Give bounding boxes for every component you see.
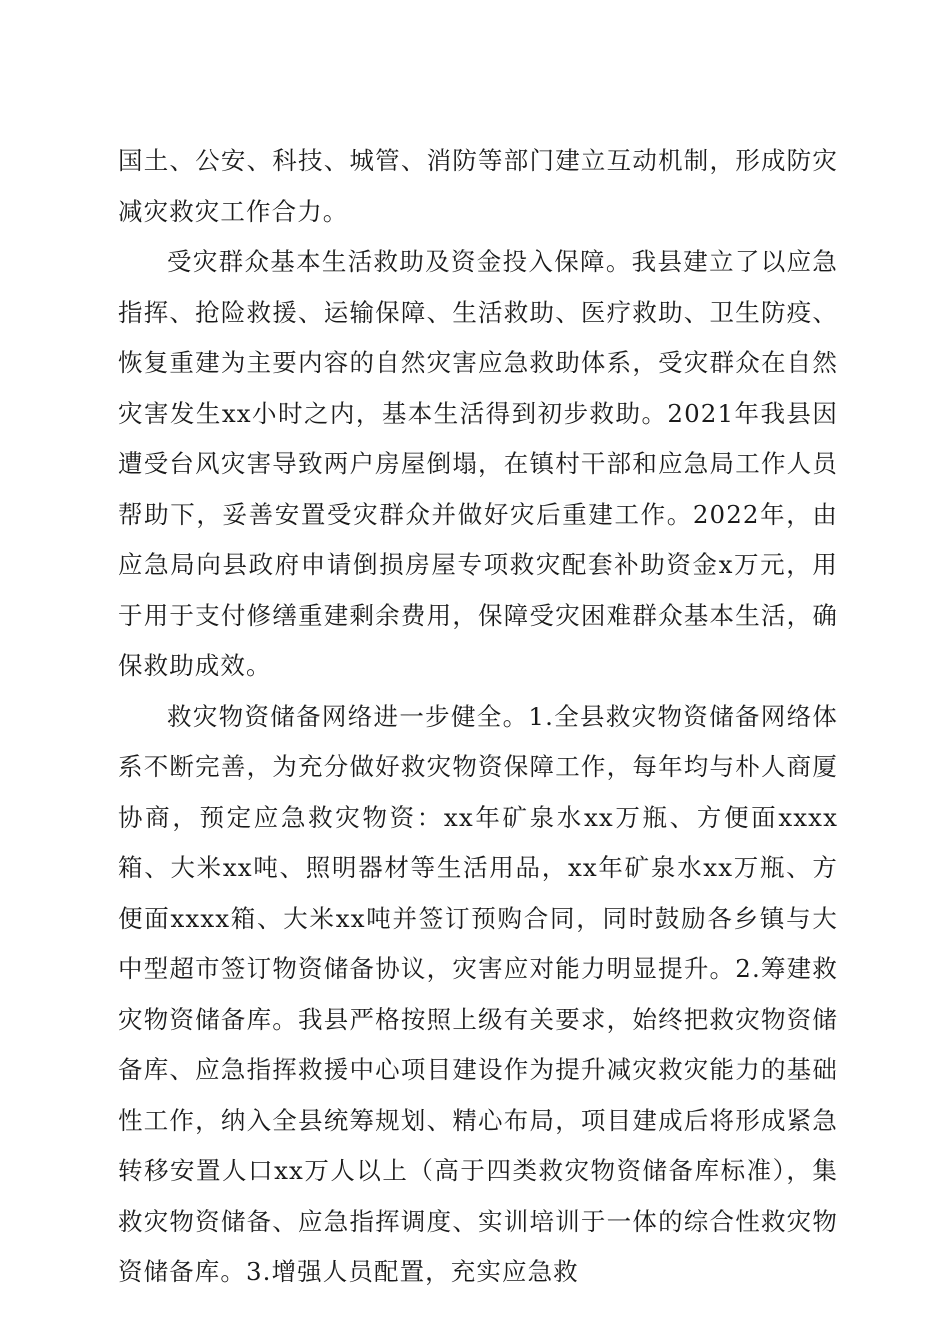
paragraph-material-reserve: 救灾物资储备网络进一步健全。1.全县救灾物资储备网络体系不断完善，为充分做好救灾物资保障工作，每年均与朴人商厦协商，预定应急救灾物资：xx年矿泉水xx万瓶、方便面xxxx箱、大米xx吨、照明器材等生活用品，xx年矿泉水xx万瓶、方便面xxxx箱、大米xx吨并签订预购合同，同时鼓励各乡镇与大中型超市签订物资储备协议，灾害应对能力明显提升。2.筹建救灾物资储备库。我县严格按照上级有关要求，始终把救灾物资储备库、应急指挥救援中心项目建设作为提升减灾救灾能力的基础性工作，纳入全县统筹规划、精心布局，项目建成后将形成紧急转移安置人口xx万人以上（高于四类救灾物资储备库标准），集救灾物资储备、应急指挥调度、实训培训于一体的综合性救灾物资储备库。3.增强人员配置，充实应急救 xyxy=(118,701,838,1286)
paragraph-continuation: 国土、公安、科技、城管、消防等部门建立互动机制，形成防灾减灾救灾工作合力。 xyxy=(118,146,838,226)
document-body xyxy=(118,136,838,1298)
paragraph-relief-funding: 受灾群众基本生活救助及资金投入保障。我县建立了以应急指挥、抢险救援、运输保障、生活救助、医疗救助、卫生防疫、恢复重建为主要内容的自然灾害应急救助体系，受灾群众在自然灾害发生xx小时之内，基本生活得到初步救助。2021年我县因遭受台风灾害导致两户房屋倒塌，在镇村干部和应急局工作人员帮助下，妥善安置受灾群众并做好灾后重建工作。2022年，由应急局向县政府申请倒损房屋专项救灾配套补助资金x万元，用于用于支付修缮重建剩余费用，保障受灾困难群众基本生活，确保救助成效。 xyxy=(118,247,838,680)
